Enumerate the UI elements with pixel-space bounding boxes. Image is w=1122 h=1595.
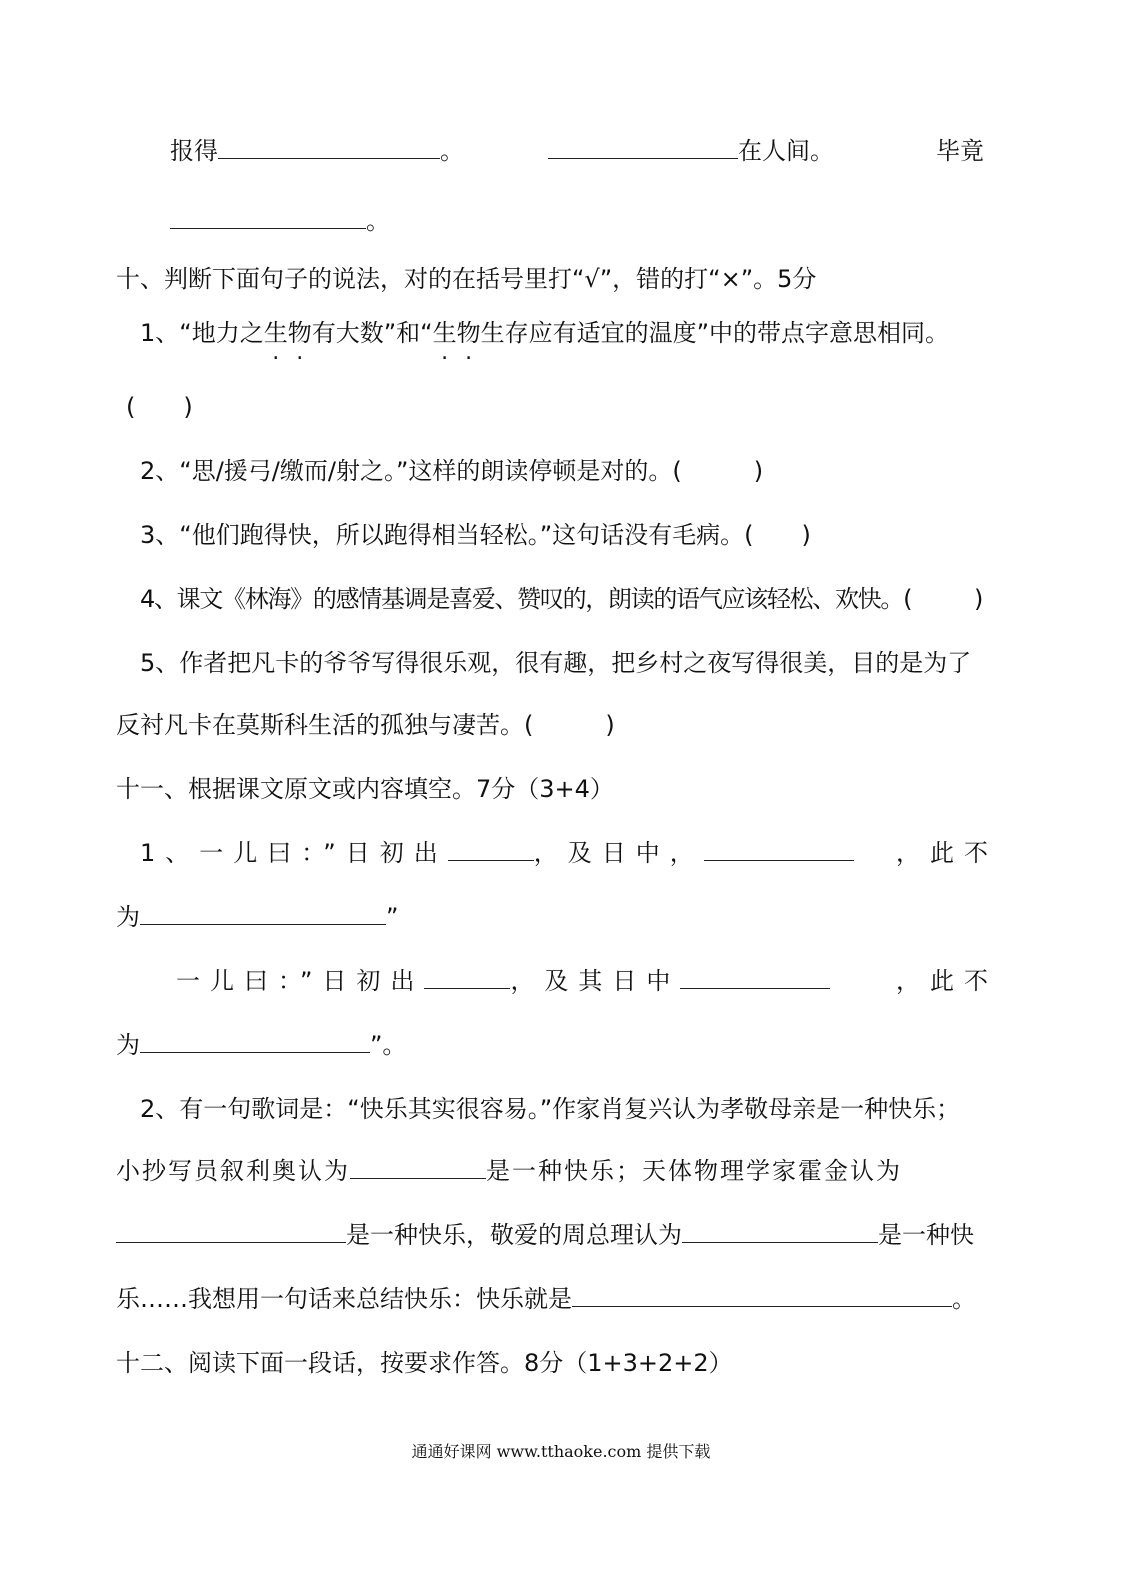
q10-item-5-line-1: 5、作者把凡卡的爷爷写得很乐观，很有趣，把乡村之夜写得很美，目的是为了 [140,649,972,677]
dotted-char: 生 [432,319,457,347]
text: 乐……我想用一句话来总结快乐：快乐就是 [116,1285,572,1313]
footer-source: 通通好课网 www.tthaoke.com 提供下载 [411,1442,711,1461]
q11-item-1b-line-1-end: ，此不 [896,967,998,995]
text: 1、“地力之 [140,319,264,347]
line1 [170,134,464,168]
text: 。 [952,1285,976,1313]
q11-item-2-line-3 [116,1218,974,1252]
q10-item-2: 2、“思/援弓/缴而/射之。”这样的朗读停顿是对的。( ) [140,457,764,485]
text: 有大数”和“ [311,319,433,347]
text: 生存应有适宜的温度”中的带点字意思相同。 [480,319,950,347]
text: ，及日中， [533,839,704,867]
dotted-char: 生 [263,319,288,347]
q11-item-1-line-1-end: ，此不 [896,839,998,867]
q10-item-4-close[interactable]: ) [974,585,984,613]
line1-right [936,134,984,168]
q10-item-4: 4、课文《林海》的感情基调是喜爱、赞叹的，朗读的语气应该轻松、欢快。( [140,585,912,613]
text: 是一种快 [878,1221,974,1249]
text: 毕竟 [936,137,984,165]
text: 报得 [170,137,218,165]
q11-item-2-line-1: 2、有一句歌词是：“快乐其实很容易。”作家肖复兴认为孝敬母亲是一种快乐； [140,1095,961,1123]
q11-item-1b-line-2 [116,1028,406,1062]
q12-heading: 十二、阅读下面一段话，按要求作答。8分（1+3+2+2） [116,1349,733,1377]
text: 一儿曰：”日初出 [176,967,425,995]
text: ”。 [370,1031,407,1059]
blank-12[interactable] [682,1218,878,1243]
q11-item-1b-line-1 [176,964,830,998]
text: 是一种快乐，敬爱的周总理认为 [346,1221,682,1249]
q10-heading: 十、判断下面句子的说法，对的在括号里打“√”，错的打“×”。5分 [116,265,817,293]
line2 [170,204,390,238]
q10-item-5-line-2: 反衬凡卡在莫斯科生活的孤独与凄苦。( ) [116,711,615,739]
q11-item-1-line-1 [140,836,854,870]
blank-4[interactable] [448,836,534,861]
blank-5[interactable] [704,836,854,861]
answer-paren-1[interactable]: ( ) [126,393,193,421]
blank-1[interactable] [218,134,440,159]
q11-item-2-line-4 [116,1282,976,1316]
text: 1、一儿曰：”日初出 [140,839,448,867]
text: 。 [440,137,464,165]
text: 小抄写员叙利奥认为 [116,1157,350,1185]
blank-3[interactable] [170,204,366,229]
blank-10[interactable] [350,1154,486,1179]
blank-7[interactable] [424,964,510,989]
text: 是一种快乐；天体物理学家霍金认为 [486,1157,902,1185]
text: 。 [366,207,390,235]
blank-2[interactable] [548,134,738,159]
blank-9[interactable] [140,1028,370,1053]
text: 为 [116,903,140,931]
text: ” [386,903,399,931]
q11-item-1-line-2 [116,900,398,934]
text: 为 [116,1031,140,1059]
blank-8[interactable] [680,964,830,989]
blank-13[interactable] [572,1282,952,1307]
q10-item-1 [140,316,949,350]
text: ，及其日中 [510,967,681,995]
dotted-char: 物 [456,319,481,347]
q11-heading: 十一、根据课文原文或内容填空。7分（3+4） [116,775,614,803]
blank-6[interactable] [140,900,386,925]
dotted-char: 物 [287,319,312,347]
line1-mid [548,134,834,168]
q11-item-2-line-2 [116,1154,902,1188]
q10-item-3: 3、“他们跑得快，所以跑得相当轻松。”这句话没有毛病。( ) [140,521,811,549]
text: 在人间。 [738,137,834,165]
blank-11[interactable] [116,1218,346,1243]
